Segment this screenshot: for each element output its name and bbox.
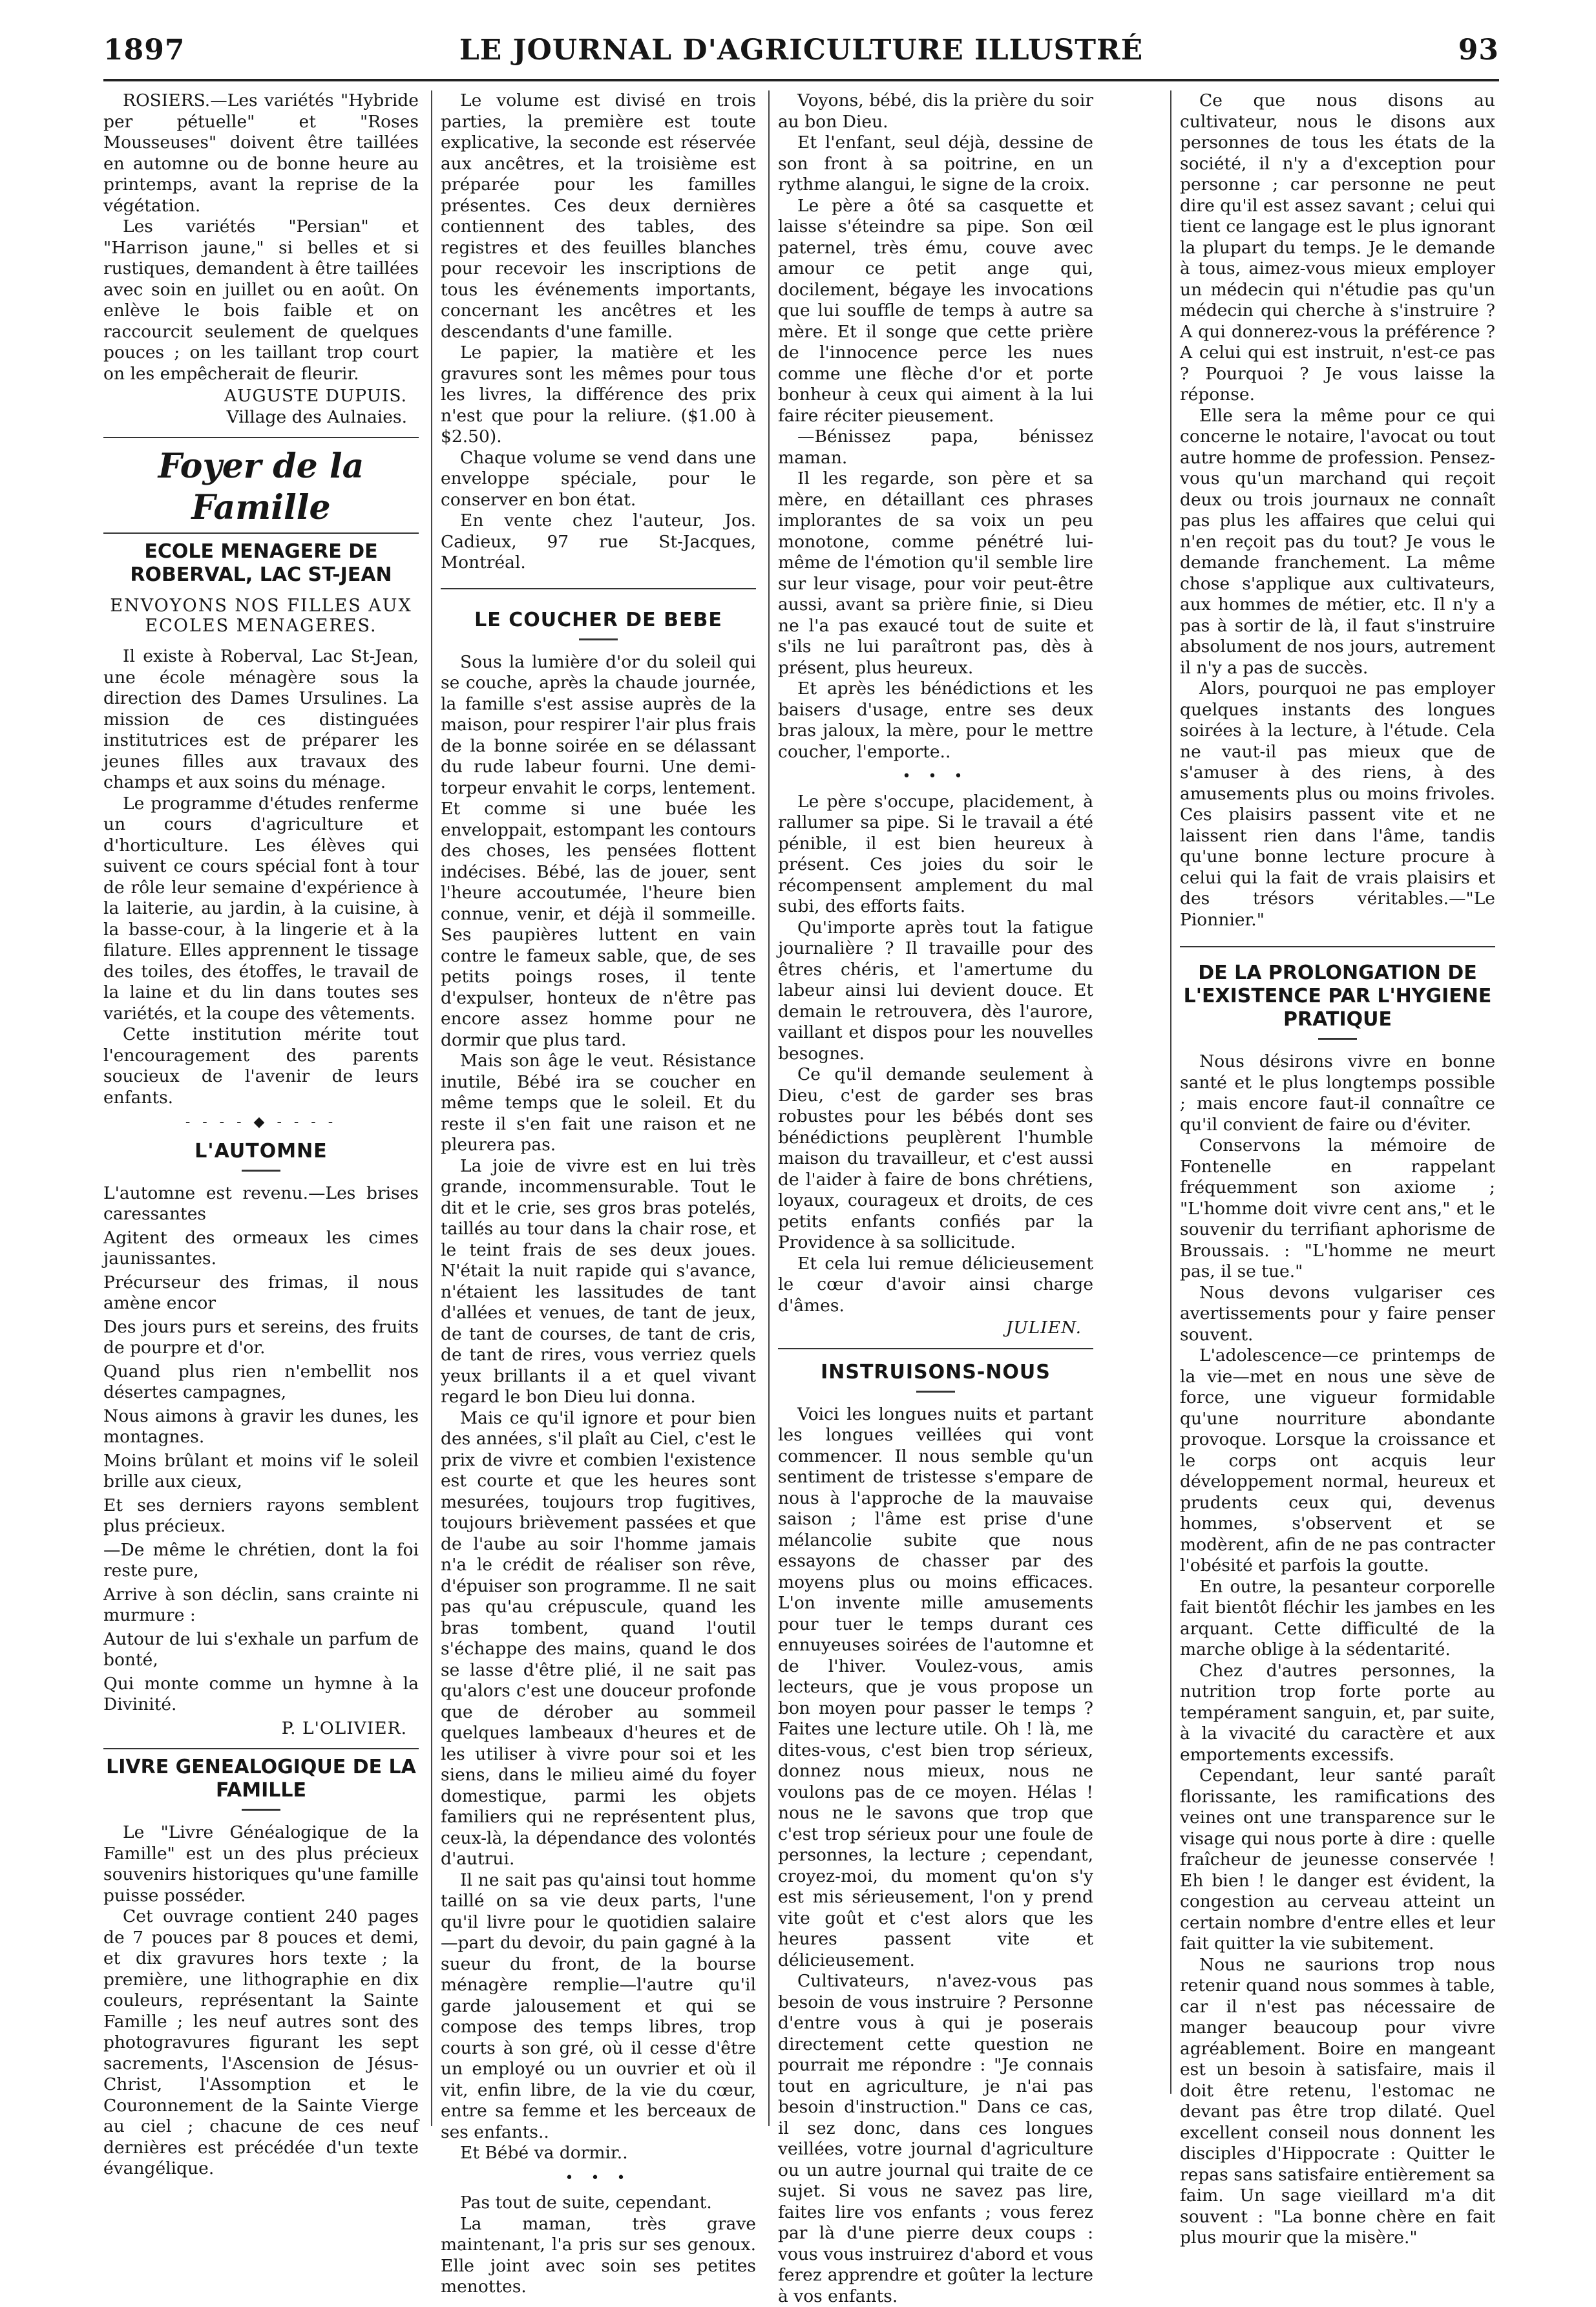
article-heading: LE COUCHER DE BEBE: [474, 608, 722, 631]
article-paragraph: Il existe à Roberval, Lac St-Jean, une école ménagère sous la direction des Dames Ursulines. La mission de ces distinguées institutrices est de préparer les jeunes filles aux travaux des champs et aux soins du ménage.: [103, 646, 419, 792]
column-divider: [768, 90, 770, 2126]
article-paragraph: Pas tout de suite, cependant.: [460, 2193, 712, 2213]
column-4: [1180, 90, 1495, 2248]
article-paragraph: Chez d'autres personnes, la nutrition trop forte porte au tempérament sanguin, et, par suite, à la vivacité du caractère et aux emportements excessifs.: [1180, 1660, 1495, 1765]
article-paragraph: Les variétés "Persian" et "Harrison jaune," si belles et si rustiques, demandent à être taillées avec soin en juillet ou en août. On enlève le bois faible et on raccourcit seulement de quelques pouces ; on les taillant trop court on les empêcherait de fleurir.: [103, 216, 419, 384]
poem-title: L'AUTOMNE: [194, 1139, 328, 1163]
article-paragraph: Le programme d'études renferme un cours d'agriculture et d'horticulture. Les élèves qui suivent ce cours spécial font à tour de rôle leur semaine d'expérience à la laiterie, au jardin, à la cuisine, à la basse-cour, à la lingerie et à la filature. Elles apprennent le tissage des toiles, des étoffes, le travail de la laine et du lin dans toutes ses variétés, et la coupe des vêtements.: [103, 793, 419, 1024]
section-title: Foyer de la Famille: [158, 447, 364, 527]
column-divider: [1170, 90, 1171, 2094]
article-paragraph: Nous désirons vivre en bonne santé et le plus longtemps possible ; mais encore faut-il connaître ce qu'il convient de faire ou d'éviter.: [1180, 1051, 1495, 1135]
article-paragraph: Ce qu'il demande seulement à Dieu, c'est de garder ses bras robustes pour les bébés dont ses bénédictions peuplèrent l'humble maison du travailleur, et c'est aussi de l'aider à faire de bons chrétiens, loyaux, courageux et droits, de ces petits enfants confiés par la Providence à sa sollicitude.: [778, 1064, 1093, 1252]
article-heading: DE LA PROLONGATION DE L'EXISTENCE PAR L'HYGIENE PRATIQUE: [1183, 962, 1492, 1031]
section-rule: [778, 1348, 1093, 1349]
article-paragraph: Chaque volume se vend dans une enveloppe spéciale, pour le conserver en bon état.: [441, 447, 756, 510]
page-number: 93: [1458, 34, 1499, 67]
article-paragraph: Le "Livre Généalogique de la Famille" est un des plus précieux souvenirs historiques qu'une famille puisse posséder.: [103, 1822, 419, 1906]
article-paragraph: Voici les longues nuits et partant les longues veillées qui vont commencer. Il nous semble qu'un sentiment de tristesse s'empare de nous à l'approche de la mauvaise saison ; l'âme est prise d'une mélancolie subite que nous essayons de chasser par des moyens plus ou moins efficaces. L'on invente mille amusements pour tuer le temps durant ces ennuyeuses soirées de l'automne et de l'hiver. Voulez-vous, amis lecteurs, que je vous propose un bon moyen pour passer le temps ? Faites une lecture utile. Oh ! là, me dites-vous, c'est bien trop sérieux, donnez nous mieux, nous ne voulons pas de ce moyen. Hélas ! nous ne le savons que trop que c'est trop sérieux pour une foule de personnes, la lecture ; cependant, croyez-moi, du moment qu'on s'y est mis sérieusement, l'on y prend vite goût et c'est alors que les heures passent vite et délicieusement.: [778, 1404, 1093, 1970]
article-heading: ECOLE MENAGERE DE ROBERVAL, LAC ST-JEAN: [130, 540, 392, 586]
section-rule: [1180, 946, 1495, 947]
article-paragraph: Qu'importe après tout la fatigue journalière ? Il travaille pour des êtres chéris, et l'amertume du labeur ainsi lui devient douce. Et demain le retrouvera, dès l'aurore, vaillant et dispos pour les nouvelles besognes.: [778, 917, 1093, 1064]
section-rule: [103, 1748, 419, 1749]
column-1: [103, 90, 419, 2178]
article-paragraph: Cultivateurs, n'avez-vous pas besoin de vous instruire ? Personne d'entre vous à qui je poserais directement cette question ne pourrait me répondre : "Je connais tout en agriculture, je n'ai pas besoin d'instruction." Dans ce cas, il sez donc, dans ces longues veillées, votre journal d'agriculture ou un autre journal qui traite de ce sujet. Si vous ne savez pas lire, faites lire vos enfants ; vous ferez par là d'une pierre deux coups : vous vous instruirez d'abord et vous ferez apprendre et goûter la lecture à vos enfants.: [778, 1971, 1093, 2306]
title-bar: [916, 1391, 955, 1393]
poem-body: [103, 1183, 419, 1716]
article-paragraph: En vente chez l'auteur, Jos. Cadieux, 97 rue St-Jacques, Montréal.: [441, 511, 756, 573]
article-paragraph: ROSIERS.—Les variétés "Hybride per pétuelle" et "Roses Mousseuses" doivent être taillées en automne ou de bonne heure au printemps, avant la reprise de la végétation.: [103, 90, 419, 216]
column-2: [441, 90, 756, 2297]
article-paragraph: Sous la lumière d'or du soleil qui se couche, après la chaude journée, la famille s'est assise auprès de la maison, pour respirer l'air plus frais de la bonne soirée en se délassant du rude labeur fourni. Une demi-torpeur envahit le corps, lentement. Et comme si une buée les enveloppait, estompant les contours des choses, les pensées flottent indécises. Bébé, las de jouer, sent l'heure accoutumée, l'heure bien connue, venir, et déjà il sommeille. Ses paupières luttent en vain contre le fameux sable, que, de ses petits poings roses, il tente d'expulser, honteux de n'être pas encore assez homme pour ne dormir que plus tard.: [441, 651, 756, 1050]
poem-verse: Et ses derniers rayons semblent plus précieux.: [103, 1495, 419, 1536]
poem-verse: Qui monte comme un hymne à la Divinité.: [103, 1673, 419, 1714]
author-signature: AUGUSTE DUPUIS.: [224, 386, 407, 406]
poem-verse: Autour de lui s'exhale un parfum de bonté,: [103, 1628, 419, 1670]
article-paragraph: —Bénissez papa, bénissez maman.: [778, 427, 1093, 468]
section-rule: [103, 532, 419, 534]
article-paragraph: Voyons, bébé, dis la prière du soir au bon Dieu.: [778, 90, 1093, 132]
article-paragraph: Et cela lui remue délicieusement le cœur d'avoir ainsi charge d'âmes.: [778, 1253, 1093, 1316]
column-divider: [431, 90, 432, 2126]
article-heading: INSTRUISONS-NOUS: [821, 1360, 1051, 1384]
article-paragraph: La maman, très grave maintenant, l'a pris sur ses genoux. Elle joint avec soin ses petites menottes.: [441, 2213, 756, 2297]
article-paragraph: Le père s'occupe, placidement, à rallumer sa pipe. Si le travail a été pénible, il est bien heureux à présent. Ces joies du soir le récompensent amplement du mal subi, des efforts faits.: [778, 791, 1093, 916]
journal-title: LE JOURNAL D'AGRICULTURE ILLUSTRÉ: [459, 34, 1144, 67]
poem-verse: L'automne est revenu.—Les brises caressantes: [103, 1183, 419, 1224]
header-rule: [103, 79, 1499, 81]
page-header: [103, 34, 1499, 79]
article-paragraph: Il les regarde, son père et sa mère, en détaillant ces phrases implorantes de sa voix un peu monotone, comme pénétré lui-même de l'émotion qu'il semble lire sur leur visage, pour voir peut-être aussi, avant sa prière finie, si Dieu ne l'a pas exaucé tout de suite et s'ils ne lui paraîtront pas, dès à présent, plus heureux.: [778, 469, 1093, 678]
header-year: 1897: [103, 34, 185, 67]
article-paragraph: Mais son âge le veut. Résistance inutile, Bébé ira se coucher en même temps que le soleil. Et du reste il s'en fait une raison et ne pleurera pas.: [441, 1051, 756, 1155]
article-heading: LIVRE GENEALOGIQUE DE LA FAMILLE: [106, 1756, 416, 1802]
article-paragraph: Et après les bénédictions et les baisers d'usage, entre ses deux bras jaloux, la mère, pour le mettre coucher, l'emporte..: [778, 679, 1093, 762]
article-paragraph: Il ne sait pas qu'ainsi tout homme taillé on sa vie deux parts, l'une qu'il livre pour le quotidien salaire—part du devoir, du pain gagné à la sueur du front, de la bourse ménagère remplie—l'autre qu'il garde jalousement et qui se compose des temps libres, trop courts à son gré, où il cesse d'être un employé ou un ouvrier et où il vit, enfin libre, de la vie du cœur, entre sa femme et les berceaux de ses enfants..: [441, 1870, 756, 2142]
article-paragraph: En outre, la pesanteur corporelle fait bientôt fléchir les jambes en les arquant. Cette difficulté de la marche oblige à la sédentarité.: [1180, 1576, 1495, 1659]
article-paragraph: Nous ne saurions trop nous retenir quand nous sommes à table, car il n'est pas nécessaire de manger beaucoup pour vivre agréablement. Boire en mangeant est un besoin à satisfaire, mais il doit être retenu, l'estomac ne devant pas être trop dilaté. Quel excellent conseil nous donnent les disciples d'Hippocrate : Quitter le repas sans satisfaire entièrement sa faim. Un sage vieillard m'a dit souvent : "La bonne chère en fait plus mourir que la misère.": [1180, 1954, 1495, 2248]
article-paragraph: Alors, pourquoi ne pas employer quelques instants des longues soirées à la lecture, à l'étude. Cela ne vaut-il pas mieux que de s'amuser à des riens, à des amusements plus ou moins frivoles. Ces plaisirs passent vite et ne laissent rien dans l'âme, tandis qu'une bonne lecture procure à celui qui la fait de vrais plaisirs et des trésors véritables.—"Le Pionnier.": [1180, 679, 1495, 930]
poem-verse: Précurseur des frimas, il nous amène encor: [103, 1272, 419, 1313]
title-bar: [579, 638, 618, 640]
section-rule: [103, 437, 419, 438]
poem-verse: Agitent des ormeaux les cimes jaunissantes.: [103, 1227, 419, 1269]
title-bar: [242, 1809, 280, 1811]
article-paragraph: Le papier, la matière et les gravures sont les mêmes pour tous les livres, la différence des prix n'est que pour la reliure. ($1.00 à $2.50).: [441, 342, 756, 447]
section-rule: [441, 588, 756, 589]
article-paragraph: Cependant, leur santé paraît florissante, les ramifications des veines ont une transparence sur le visage qui nous porte à dire : quelle fraîcheur de jeunesse conservée ! Eh bien ! le danger est évident, la congestion au cerveau atteint un certain nombre d'entre elles et leur fait quitter la vie subitement.: [1180, 1765, 1495, 1954]
title-bar: [1318, 1038, 1357, 1040]
article-paragraph: Conservons la mémoire de Fontenelle en rappelant fréquemment son axiome ; "L'homme doit vivre cent ans," et le souvenir du terrifiant aphorisme de Broussais. : "L'homme ne meurt pas, il se tue.": [1180, 1135, 1495, 1281]
article-paragraph: Cette institution mérite tout l'encouragement des parents soucieux de l'avenir de leurs enfants.: [103, 1024, 419, 1108]
poem-verse: Moins brûlant et moins vif le soleil brille aux cieux,: [103, 1450, 419, 1491]
author-location: Village des Aulnaies.: [226, 406, 407, 427]
article-paragraph: Mais ce qu'il ignore et pour bien des années, s'il plaît au Ciel, c'est le prix de vivre et combien l'existence est courte et que les heures sont mesurées, toujours trop fugitives, toujours brièvement passées et que de l'aube au soir l'homme jamais n'a le crédit de réaliser son rêve, d'épuiser son programme. Il ne sait pas qu'au crépuscule, quand les bras tombent, quand l'outil s'échappe des mains, quand le dos se lasse d'être plié, il ne sait pas qu'alors c'est une douceur profonde que de dérober au sommeil quelques lambeaux d'heures et de les utiliser à vivre pour soi et les siens, dans le milieu aimé du foyer domestique, parmi les objets familiers qui ne représentent plus, ceux-là, la dépendance des volontés d'autrui.: [441, 1407, 756, 1869]
poem-verse: Arrive à son déclin, sans crainte ni murmure :: [103, 1584, 419, 1625]
article-paragraph: Elle sera la même pour ce qui concerne le notaire, l'avocat ou tout autre homme de profession. Pensez-vous qu'un marchand qui reçoit deux ou trois journaux ne connaît pas plus les affaires que celui qui n'en reçoit pas du tout? Je vous le demande franchement. La même chose s'applique aux cultivateurs, aux hommes de métier, etc. Il n'y a pas à sortir de là, il faut s'instruire absolument de nos jours, autrement il n'y a pas de succès.: [1180, 405, 1495, 678]
poem-verse: Nous aimons à gravir les dunes, les montagnes.: [103, 1406, 419, 1447]
article-subheading: ENVOYONS NOS FILLES AUX ECOLES MENAGERES.: [110, 596, 412, 636]
title-bar: [242, 1170, 280, 1172]
column-3: [778, 90, 1093, 2306]
article-paragraph: Le volume est divisé en trois parties, la première est toute explicative, la seconde est réservée aux ancêtres, et la troisième est préparée pour les familles présentes. Ces deux dernières contiennent des tables, des registres et des feuilles blanches pour recevoir les inscriptions de tous les événements importants, concernant les ancêtres et les descendants d'une famille.: [441, 90, 756, 342]
article-paragraph: L'adolescence—ce printemps de la vie—met en nous une sève de force, une vigueur formidable qu'une nourriture abondante provoque. Lorsque la croissance et le corps ont acquis leur développement normal, heureux et prudents ceux qui, devenus hommes, s'observent et se modèrent, afin de ne pas contracter l'obésité et parfois la goutte.: [1180, 1345, 1495, 1575]
poem-verse: Quand plus rien n'embellit nos désertes campagnes,: [103, 1361, 419, 1402]
article-paragraph: La joie de vivre est en lui très grande, incommensurable. Tout le dit et le crie, ses gros bras potelés, taillés au tour dans la chair rose, et le teint frais de ses deux joues. N'était la nuit rapide qui s'avance, n'étaient les lassitudes de tant d'allées et venues, de tant de jeux, de tant de courses, de tant de cris, de tant de rires, vous verriez quels yeux brillants il a et quel vivant regard le bon Dieu lui donna.: [441, 1155, 756, 1407]
article-paragraph: Cet ouvrage contient 240 pages de 7 pouces par 8 pouces et demi, et dix gravures hors texte ; la première, une lithographie en dix couleurs, représentant la Sainte Famille ; les neuf autres sont des photogravures figurant les sept sacrements, l'Ascension de Jésus-Christ, l'Assomption et le Couronnement de la Sainte Vierge au ciel ; chacune de ces neuf dernières est précédée d'un texte évangélique.: [103, 1906, 419, 2178]
article-paragraph: Et Bébé va dormir..: [460, 2143, 628, 2163]
article-paragraph: Ce que nous disons au cultivateur, nous le disons aux personnes de tous les états de la société, il n'y a d'exception pour personne ; car personne ne peut dire qu'il est assez savant ; celui qui tient ce langage est le plus ignorant la plupart du temps. Je le demande à tous, aimez-vous mieux employer un médecin qui n'étudie pas qu'un médecin qui cherche à s'instruire ? A qui donnerez-vous la préférence ? A celui qui est instruit, n'est-ce pas ? Pourquoi ? Je vous laisse la réponse.: [1180, 90, 1495, 405]
author-signature: P. L'OLIVIER.: [281, 1718, 407, 1738]
author-signature: JULIEN.: [1005, 1318, 1082, 1338]
ornament-dots: • • •: [565, 2169, 632, 2186]
poem-verse: Des jours purs et sereins, des fruits de pourpre et d'or.: [103, 1316, 419, 1358]
article-paragraph: Et l'enfant, seul déjà, dessine de son front à sa poitrine, en un rythme alangui, le signe de la croix.: [778, 132, 1093, 195]
ornament-dots: • • •: [902, 768, 969, 785]
article-paragraph: Nous devons vulgariser ces avertissements pour y faire penser souvent.: [1180, 1282, 1495, 1345]
article-paragraph: Le père a ôté sa casquette et laisse s'éteindre sa pipe. Son œil paternel, très ému, couve avec amour ce petit ange qui, docilement, bégaye les invocations que lui souffle de temps à autre sa mère. Et il songe que cette prière de l'innocence perce les nues comme une flèche d'or et porte bonheur à ceux qui aiment à la lui faire réciter pieusement.: [778, 195, 1093, 426]
poem-verse: —De même le chrétien, dont la foi reste pure,: [103, 1539, 419, 1581]
ornament-divider: - - - - ◆ - - - -: [185, 1114, 337, 1130]
